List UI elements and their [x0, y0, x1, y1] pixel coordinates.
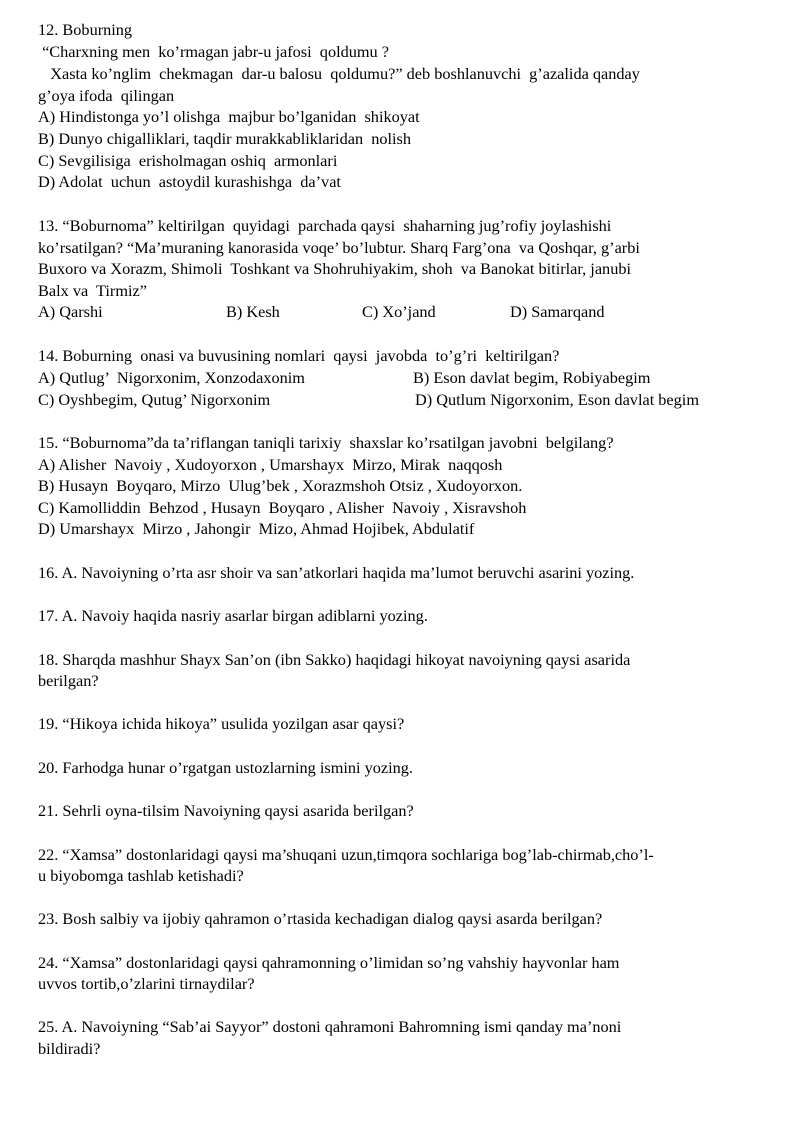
q12-option-d: D) Adolat uchun astoydil kurashishga da’vat: [38, 172, 341, 191]
q25-line-2: bildiradi?: [38, 1039, 101, 1058]
q15-option-b: B) Husayn Boyqaro, Mirzo Ulug’bek , Xorazmshoh Otsiz , Xudoyorxon.: [38, 476, 523, 495]
q14-option-a: A) Qutlug’ Nigorxonim, Xonzodaxonim: [38, 368, 305, 387]
q15-option-c: C) Kamolliddin Behzod , Husayn Boyqaro , Alisher Navoiy , Xisravshoh: [38, 498, 527, 517]
q15-line-1: 15. “Boburnoma”da ta’riflangan taniqli tarixiy shaxslar ko’rsatilgan javobni belgilang?: [38, 433, 614, 452]
q19-line-1: 19. “Hikoya ichida hikoya” usulida yozilgan asar qaysi?: [38, 714, 405, 733]
q18-line-1: 18. Sharqda mashhur Shayx San’on (ibn Sakko) haqidagi hikoyat navoiyning qaysi asarida: [38, 650, 631, 669]
q22-line-2: u biyobomga tashlab ketishadi?: [38, 866, 244, 885]
q23-line-1: 23. Bosh salbiy va ijobiy qahramon o’rtasida kechadigan dialog qaysi asarda berilgan?: [38, 909, 603, 928]
q22-line-1: 22. “Xamsa” dostonlaridagi qaysi ma’shuqani uzun,timqora sochlariga bog’lab-chirmab,cho’l-: [38, 845, 654, 864]
q14-option-d: D) Qutlum Nigorxonim, Eson davlat begim: [415, 390, 699, 409]
q13-options: [38, 302, 778, 322]
q14-line-1: 14. Boburning onasi va buvusining nomlari qaysi javobda to’g’ri keltirilgan?: [38, 346, 560, 365]
q13-option-d: D) Samarqand: [510, 302, 605, 321]
q12-line-4: g’oya ifoda qilingan: [38, 86, 175, 105]
q16-line-1: 16. A. Navoiyning o’rta asr shoir va san’atkorlari haqida ma’lumot beruvchi asarini yozing.: [38, 563, 635, 582]
q13-option-b: B) Kesh: [226, 302, 280, 321]
q12-option-b: B) Dunyo chigalliklari, taqdir murakkabliklaridan nolish: [38, 129, 412, 148]
q13-line-4: Balx va Tirmiz”: [38, 281, 147, 300]
q13-option-a: A) Qarshi: [38, 302, 103, 321]
q20-line-1: 20. Farhodga hunar o’rgatgan ustozlarning ismini yozing.: [38, 758, 414, 777]
q24-line-1: 24. “Xamsa” dostonlaridagi qaysi qahramonning o’limidan so’ng vahshiy hayvonlar ham: [38, 953, 620, 972]
q18-line-2: berilgan?: [38, 671, 99, 690]
q12-line-1: 12. Boburning: [38, 20, 133, 39]
q12-line-3: Xasta ko’nglim chekmagan dar-u balosu qoldumu?” deb boshlanuvchi g’azalida qanday: [38, 64, 640, 83]
q21-line-1: 21. Sehrli oyna-tilsim Navoiyning qaysi asarida berilgan?: [38, 801, 414, 820]
q12-line-2: “Charxning men ko’rmagan jabr-u jafosi qoldumu ?: [38, 42, 389, 61]
q14-option-c: C) Oyshbegim, Qutug’ Nigorxonim: [38, 390, 271, 409]
q12-option-c: C) Sevgilisiga erisholmagan oshiq armonlari: [38, 151, 338, 170]
q14-options-row-1: [38, 368, 778, 388]
q13-line-1: 13. “Boburnoma” keltirilgan quyidagi parchada qaysi shaharning jug’rofiy joylashishi: [38, 216, 612, 235]
q15-option-d: D) Umarshayx Mirzo , Jahongir Mizo, Ahmad Hojibek, Abdulatif: [38, 519, 475, 538]
q13-line-3: Buxoro va Xorazm, Shimoli Toshkant va Shohruhiyakim, shoh va Banokat bitirlar, janubi: [38, 259, 632, 278]
q15-option-a: A) Alisher Navoiy , Xudoyorxon , Umarshayx Mirzo, Mirak naqqosh: [38, 455, 503, 474]
q24-line-2: uvvos tortib,o’zlarini tirnaydilar?: [38, 974, 255, 993]
q17-line-1: 17. A. Navoiy haqida nasriy asarlar birgan adiblarni yozing.: [38, 606, 428, 625]
q25-line-1: 25. A. Navoiyning “Sab’ai Sayyor” dostoni qahramoni Bahromning ismi qanday ma’noni: [38, 1017, 622, 1036]
q13-line-2: ko’rsatilgan? “Ma’muraning kanorasida voqe’ bo’lubtur. Sharq Farg’ona va Qoshqar, g’arbi: [38, 238, 640, 257]
q12-option-a: A) Hindistonga yo’l olishga majbur bo’lganidan shikoyat: [38, 107, 420, 126]
q14-option-b: B) Eson davlat begim, Robiyabegim: [413, 368, 651, 387]
q14-options-row-2: [38, 390, 778, 410]
q13-option-c: C) Xo’jand: [362, 302, 436, 321]
